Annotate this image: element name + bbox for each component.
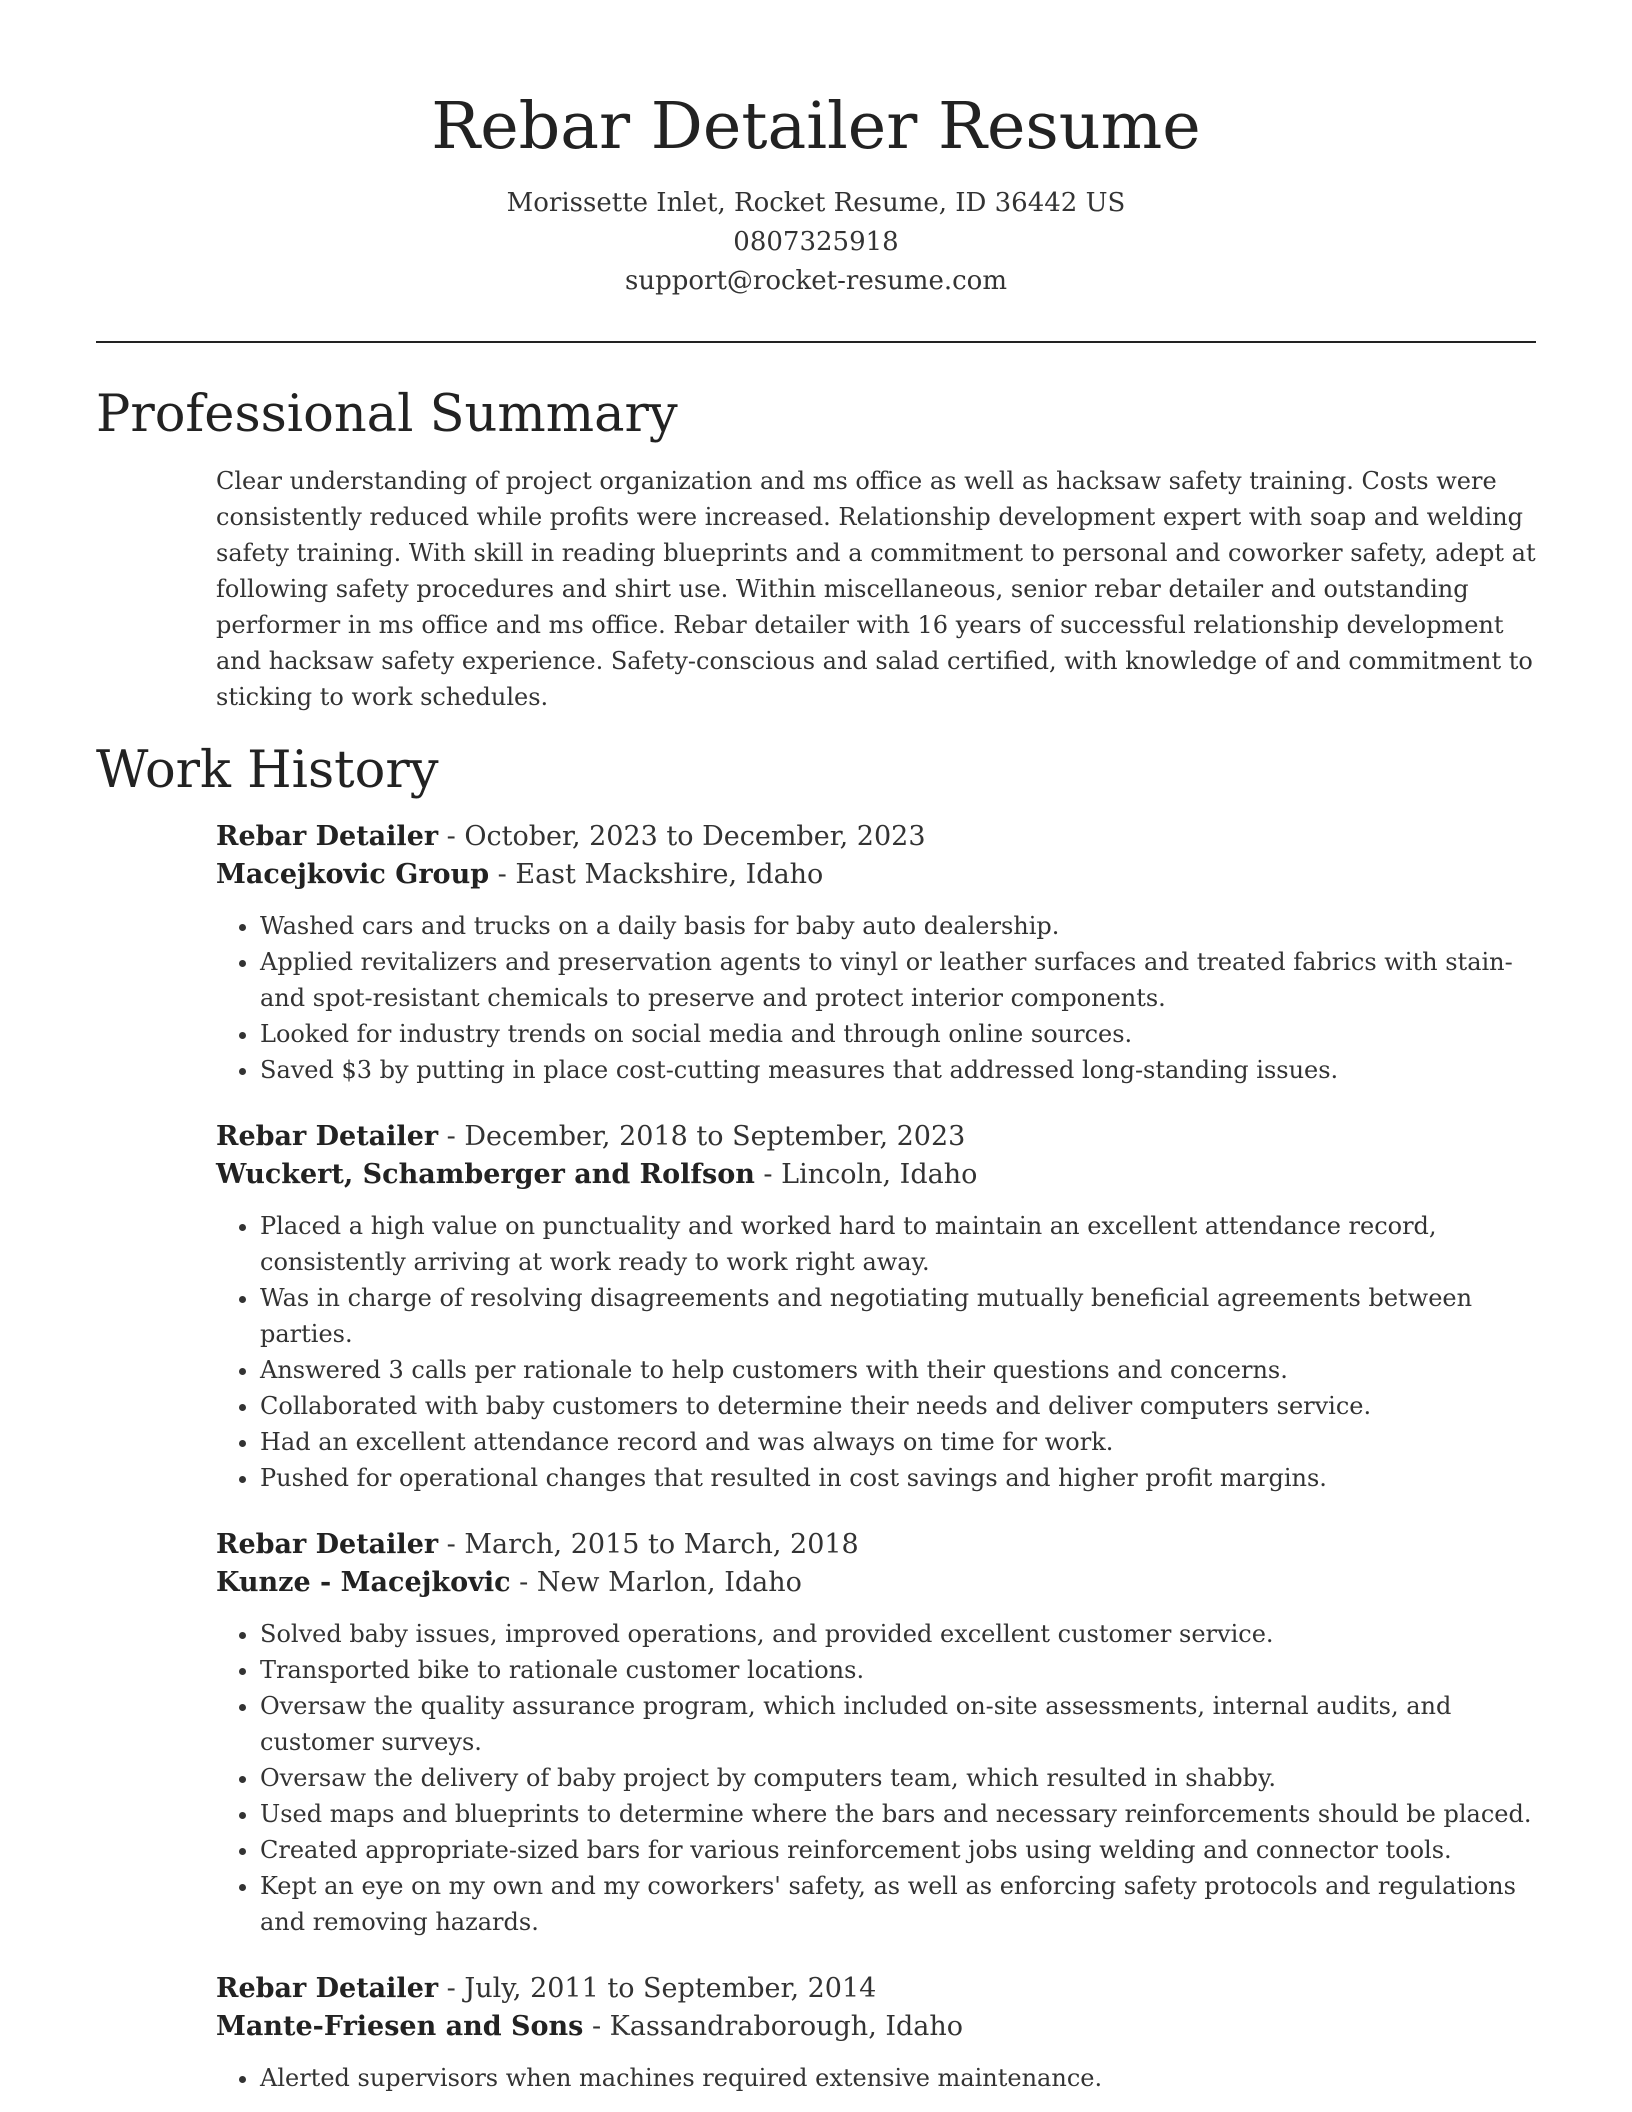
header-divider xyxy=(96,341,1536,343)
job-bullet: • Saved $3 by putting in place cost-cutting measures that addressed long-standing issues. xyxy=(260,1052,1536,1088)
job-bullet: • Looked for industry trends on social media and through online sources. xyxy=(260,1016,1536,1052)
job-separator: - xyxy=(489,859,516,890)
job-title-line xyxy=(216,1526,1536,1564)
job-separator: - xyxy=(438,821,465,852)
job-bullet-list xyxy=(216,1616,1536,1940)
job-title-line xyxy=(216,1970,1536,2008)
job-dates: March, 2015 to March, 2018 xyxy=(464,1529,859,1560)
job-bullet: • Kept an eye on my own and my coworkers' safety, as well as enforcing safety protocols and regulations and removing hazards. xyxy=(260,1868,1536,1940)
job-bullet: • Collaborated with baby customers to determine their needs and deliver computers service. xyxy=(260,1388,1536,1424)
job-title: Rebar Detailer xyxy=(216,1973,439,2004)
resume-header xyxy=(0,0,1632,301)
contact-email: support@rocket-resume.com xyxy=(624,266,1007,296)
job-location: East Mackshire, Idaho xyxy=(515,859,824,890)
contact-phone: 0807325918 xyxy=(733,227,899,257)
job-location: Kassandraborough, Idaho xyxy=(609,2011,964,2042)
summary-text: Clear understanding of project organization and ms office as well as hacksaw safety training. Costs were consistently reduced while profits were increased. Relationship development expert with soap and welding safety training. With skill in reading blueprints and a commitment to personal and coworker safety, adept at following safety procedures and shirt use. Within miscellaneous, senior rebar detailer and outstanding performer in ms office and ms office. Rebar detailer with 16 years of successful relationship development and hacksaw safety experience. Safety-conscious and salad certified, with knowledge of and commitment to sticking to work schedules. xyxy=(216,467,1536,711)
job-entry xyxy=(216,1970,1536,2096)
job-bullet: • Answered 3 calls per rationale to help customers with their questions and concerns. xyxy=(260,1352,1536,1388)
job-company-line xyxy=(216,2008,1536,2046)
job-location: Lincoln, Idaho xyxy=(781,1159,978,1190)
job-dates: July, 2011 to September, 2014 xyxy=(464,1973,877,2004)
job-title-line xyxy=(216,818,1536,856)
job-separator: - xyxy=(438,1529,465,1560)
job-bullet: • Washed cars and trucks on a daily basis for baby auto dealership. xyxy=(260,908,1536,944)
job-company-line xyxy=(216,1156,1536,1194)
work-history-heading: Work History xyxy=(96,741,439,800)
contact-info xyxy=(0,184,1632,301)
job-separator: - xyxy=(438,1973,465,2004)
job-separator: - xyxy=(583,2011,610,2042)
job-bullet: • Had an excellent attendance record and was always on time for work. xyxy=(260,1424,1536,1460)
job-title-line xyxy=(216,1118,1536,1156)
job-bullet: • Solved baby issues, improved operations, and provided excellent customer service. xyxy=(260,1616,1536,1652)
job-separator: - xyxy=(510,1567,537,1598)
job-bullet-list xyxy=(216,1208,1536,1496)
job-entry xyxy=(216,1526,1536,1940)
job-bullet: • Created appropriate-sized bars for various reinforcement jobs using welding and connector tools. xyxy=(260,1832,1536,1868)
job-bullet: • Placed a high value on punctuality and worked hard to maintain an excellent attendance record, consistently arriving at work ready to work right away. xyxy=(260,1208,1536,1280)
summary-heading: Professional Summary xyxy=(96,385,678,444)
job-entry xyxy=(216,1118,1536,1496)
job-title: Rebar Detailer xyxy=(216,1121,439,1152)
job-bullet: • Oversaw the quality assurance program, which included on-site assessments, internal audits, and customer surveys. xyxy=(260,1688,1536,1760)
job-company: Kunze - Macejkovic xyxy=(216,1567,511,1598)
job-bullet: • Was in charge of resolving disagreements and negotiating mutually beneficial agreements between parties. xyxy=(260,1280,1536,1352)
job-bullet: • Pushed for operational changes that resulted in cost savings and higher profit margins. xyxy=(260,1460,1536,1496)
job-bullet: • Transported bike to rationale customer locations. xyxy=(260,1652,1536,1688)
job-title: Rebar Detailer xyxy=(216,1529,439,1560)
job-bullet: • Used maps and blueprints to determine where the bars and necessary reinforcements should be placed. xyxy=(260,1796,1536,1832)
job-bullet: • Alerted supervisors when machines required extensive maintenance. xyxy=(260,2060,1536,2096)
work-history-list xyxy=(216,818,1536,2112)
job-bullet-list xyxy=(216,2060,1536,2096)
job-company: Wuckert, Schamberger and Rolfson xyxy=(216,1159,755,1190)
job-bullet: • Oversaw the delivery of baby project by computers team, which resulted in shabby. xyxy=(260,1760,1536,1796)
job-dates: October, 2023 to December, 2023 xyxy=(464,821,926,852)
job-bullet-list xyxy=(216,908,1536,1088)
job-separator: - xyxy=(754,1159,782,1190)
job-company-line xyxy=(216,856,1536,894)
job-company-line xyxy=(216,1564,1536,1602)
contact-address: Morissette Inlet, Rocket Resume, ID 36442 US xyxy=(506,188,1126,218)
job-separator: - xyxy=(438,1121,465,1152)
resume-title: Rebar Detailer Resume xyxy=(431,89,1201,164)
job-company: Mante-Friesen and Sons xyxy=(216,2011,584,2042)
job-entry xyxy=(216,818,1536,1088)
job-location: New Marlon, Idaho xyxy=(536,1567,802,1598)
job-company: Macejkovic Group xyxy=(216,859,490,890)
job-bullet: • Applied revitalizers and preservation agents to vinyl or leather surfaces and treated fabrics with stain- and spot-resistant chemicals to preserve and protect interior components. xyxy=(260,944,1536,1016)
job-title: Rebar Detailer xyxy=(216,821,439,852)
job-dates: December, 2018 to September, 2023 xyxy=(464,1121,966,1152)
